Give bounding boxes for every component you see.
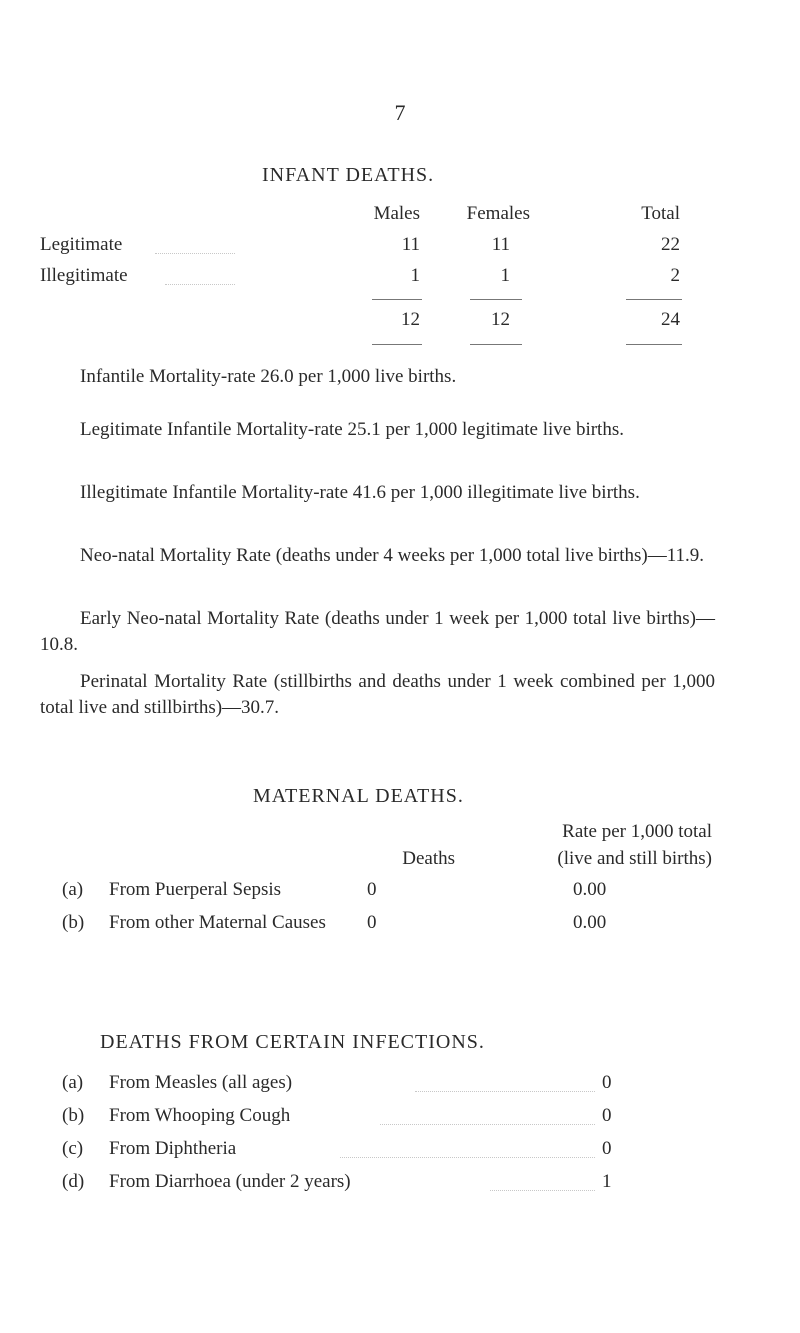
row-marker: (b) bbox=[62, 1105, 85, 1126]
infant-deaths-title: INFANT DEATHS. bbox=[262, 164, 435, 186]
total-value: 2 bbox=[670, 265, 680, 286]
leader-dots bbox=[490, 1190, 595, 1191]
paragraph-legitimate-rate: Legitimate Infantile Mortality-rate 25.1 per 1,000 legitimate live births. bbox=[80, 419, 624, 440]
row-value: 0 bbox=[602, 1138, 612, 1159]
leader-dots bbox=[415, 1091, 595, 1092]
rate-header-line2: (live and still births) bbox=[557, 848, 712, 869]
row-label: From other Maternal Causes bbox=[109, 912, 326, 933]
leader-dots bbox=[340, 1157, 595, 1158]
leader-dots bbox=[165, 284, 235, 285]
females-value: 11 bbox=[491, 234, 510, 255]
males-total: 12 bbox=[401, 309, 420, 330]
rule bbox=[470, 344, 522, 345]
rule bbox=[372, 344, 422, 345]
row-value: 1 bbox=[602, 1171, 612, 1192]
grand-total: 24 bbox=[661, 309, 680, 330]
paragraph-perinatal-rate: Perinatal Mortality Rate (stillbirths and deaths under 1 week combined per 1,000 total live and stillbirths)—30.7. bbox=[40, 671, 715, 718]
rule bbox=[470, 299, 522, 300]
row-label: From Diphtheria bbox=[109, 1138, 237, 1159]
row-label: From Measles (all ages) bbox=[109, 1072, 293, 1093]
row-marker: (c) bbox=[62, 1138, 84, 1159]
paragraph-neo-natal-rate: Neo-natal Mortality Rate (deaths under 4 weeks per 1,000 total live births)—11.9. bbox=[80, 545, 705, 566]
deaths-header: Deaths bbox=[402, 848, 455, 869]
leader-dots bbox=[155, 253, 235, 254]
row-label: From Puerperal Sepsis bbox=[109, 879, 282, 900]
row-label: Legitimate bbox=[40, 234, 123, 255]
paragraph-illegitimate-rate: Illegitimate Infantile Mortality-rate 41.6 per 1,000 illegitimate live births. bbox=[80, 482, 640, 503]
row-value: 0 bbox=[602, 1105, 612, 1126]
page-number: 7 bbox=[394, 100, 406, 125]
rule bbox=[626, 299, 682, 300]
deaths-value: 0 bbox=[367, 912, 377, 933]
total-value: 22 bbox=[661, 234, 680, 255]
maternal-deaths-title: MATERNAL DEATHS. bbox=[253, 785, 464, 807]
rule bbox=[372, 299, 422, 300]
infections-title: DEATHS FROM CERTAIN INFECTIONS. bbox=[100, 1031, 485, 1053]
females-value: 1 bbox=[500, 265, 510, 286]
rate-header-line1: Rate per 1,000 total bbox=[562, 821, 712, 842]
row-label: From Whooping Cough bbox=[109, 1105, 291, 1126]
rule bbox=[626, 344, 682, 345]
row-marker: (a) bbox=[62, 879, 84, 900]
leader-dots bbox=[380, 1124, 595, 1125]
row-marker: (a) bbox=[62, 1072, 84, 1093]
row-label: Illegitimate bbox=[40, 265, 128, 286]
row-marker: (d) bbox=[62, 1171, 85, 1192]
rate-value: 0.00 bbox=[573, 912, 607, 933]
row-label: From Diarrhoea (under 2 years) bbox=[109, 1171, 351, 1192]
males-value: 11 bbox=[401, 234, 420, 255]
row-marker: (b) bbox=[62, 912, 85, 933]
males-value: 1 bbox=[410, 265, 420, 286]
rate-value: 0.00 bbox=[573, 879, 607, 900]
paragraph-early-neo-natal-rate: Early Neo-natal Mortality Rate (deaths under 1 week per 1,000 total live births)—10.8. bbox=[40, 608, 715, 655]
row-value: 0 bbox=[602, 1072, 612, 1093]
paragraph-infantile-rate: Infantile Mortality-rate 26.0 per 1,000 live births. bbox=[80, 366, 457, 387]
column-header-total: Total bbox=[641, 203, 680, 224]
deaths-value: 0 bbox=[367, 879, 377, 900]
column-header-males: Males bbox=[373, 203, 420, 224]
column-header-females: Females bbox=[466, 203, 530, 224]
females-total: 12 bbox=[491, 309, 510, 330]
